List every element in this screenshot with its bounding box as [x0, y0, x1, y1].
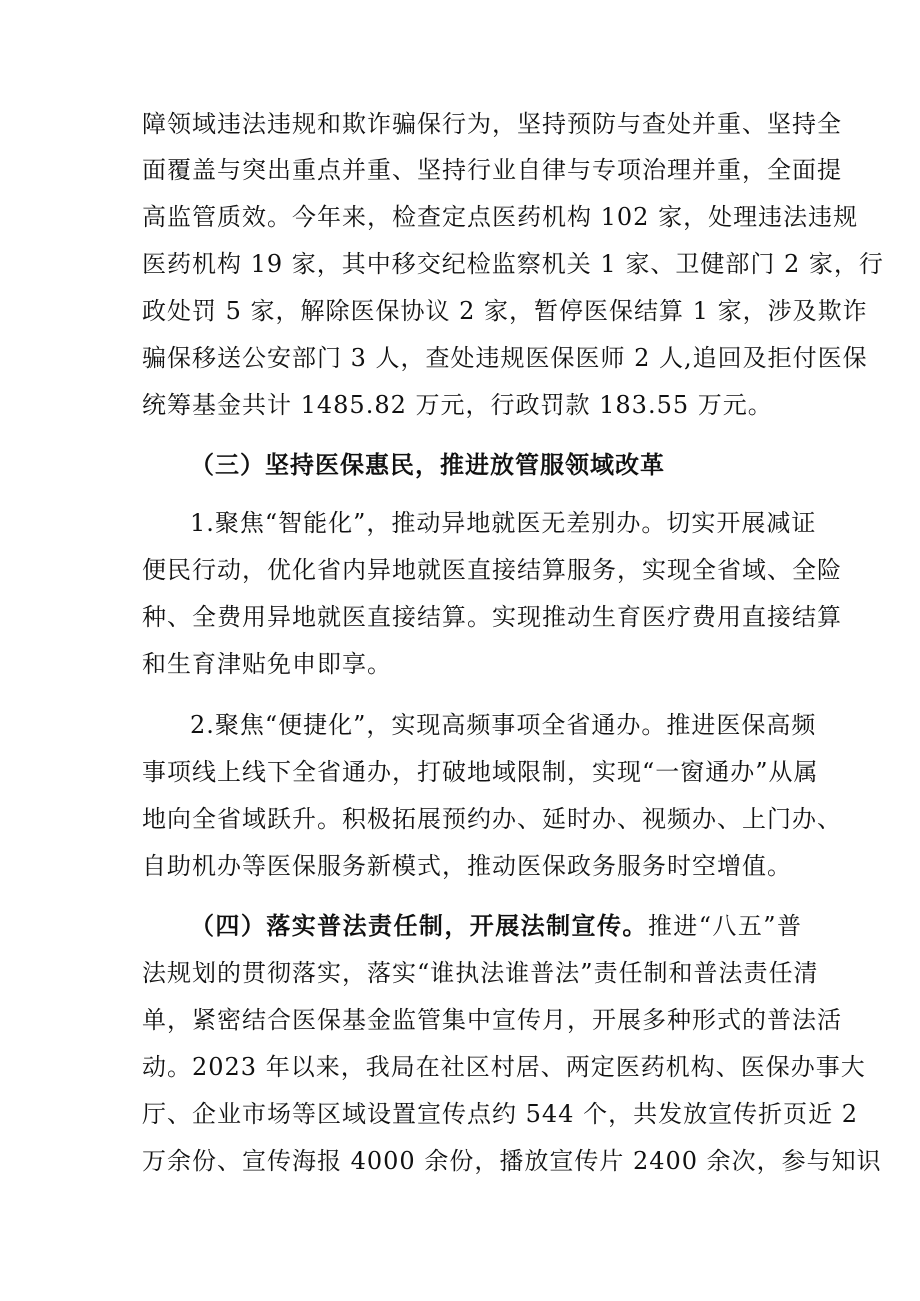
text-line: 动。2023 年以来，我局在社区村居、两定医药机构、医保办事大: [142, 1053, 866, 1081]
text-line: 和生育津贴免申即享。: [142, 650, 392, 678]
text-line: 高监管质效。今年来，检查定点医药机构 102 家，处理违法违规: [142, 203, 859, 231]
text-line: 政处罚 5 家，解除医保协议 2 家，暂停医保结算 1 家，涉及欺诈: [142, 297, 868, 325]
text-line: 万余份、宣传海报 4000 余份，播放宣传片 2400 余次，参与知识: [142, 1147, 882, 1175]
text-line: 2.聚焦“便捷化”，实现高频事项全省通办。推进医保高频: [190, 711, 817, 739]
text-line: 障领域违法违规和欺诈骗保行为，坚持预防与查处并重、坚持全: [142, 110, 842, 138]
text-line: 厅、企业市场等区域设置宣传点约 544 个，共发放宣传折页近 2: [142, 1100, 858, 1128]
text-line: 医药机构 19 家，其中移交纪检监察机关 1 家、卫健部门 2 家，行: [142, 250, 884, 278]
section-heading: （三）坚持医保惠民，推进放管服领域改革: [190, 450, 665, 479]
section-heading-line: [190, 905, 802, 947]
text-line: 1.聚焦“智能化”，推动异地就医无差别办。切实开展减证: [190, 509, 817, 537]
section-heading: （四）落实普法责任制，开展法制宣传。: [190, 911, 648, 940]
text-line: 种、全费用异地就医直接结算。实现推动生育医疗费用直接结算: [142, 603, 842, 631]
text-line: 自助机办等医保服务新模式，推动医保政务服务时空增值。: [142, 852, 792, 880]
text-line: 法规划的贯彻落实，落实“谁执法谁普法”责任制和普法责任清: [142, 959, 819, 987]
text-line: 事项线上线下全省通办，打破地域限制，实现“一窗通办”从属: [142, 758, 819, 786]
text-line: 统筹基金共计 1485.82 万元，行政罚款 183.55 万元。: [142, 391, 773, 419]
text-line: 地向全省域跃升。积极拓展预约办、延时办、视频办、上门办、: [142, 805, 842, 833]
text-line: 面覆盖与突出重点并重、坚持行业自律与专项治理并重，全面提: [142, 156, 842, 184]
text-line: 骗保移送公安部门 3 人，查处违规医保医师 2 人,追回及拒付医保: [142, 344, 868, 372]
text-line: 便民行动，优化省内异地就医直接结算服务，实现全省域、全险: [142, 556, 842, 584]
text-span: 推进“八五”普: [647, 912, 802, 940]
text-line: 单，紧密结合医保基金监管集中宣传月，开展多种形式的普法活: [142, 1006, 842, 1034]
